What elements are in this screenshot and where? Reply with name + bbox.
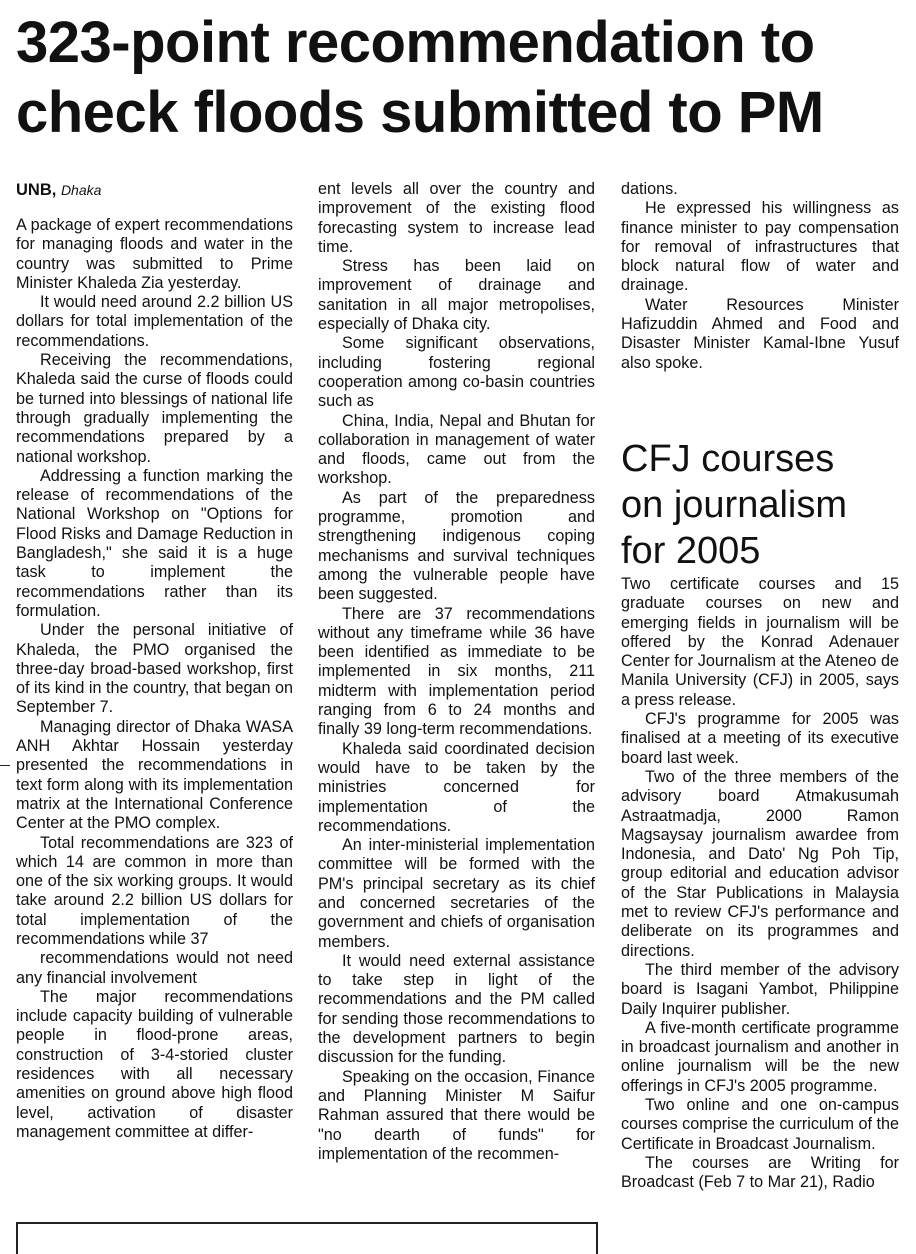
paragraph: Stress has been laid on improvement of drainage and sanitation in all major metropolises, especially of Dhaka city. xyxy=(318,257,595,334)
headline-line-1: 323-point recommendation to xyxy=(16,10,815,75)
paragraph: He expressed his willingness as finance minister to pay compensation for removal of infrastructures that block natural flow of water and drainage. xyxy=(621,199,899,295)
paragraph: The major recommendations include capacity building of vulnerable people in flood-prone areas, construction of 3-4-storied cluster residences with all necessary amenities on ground above high flood level, activation of disaster management committee at differ- xyxy=(16,987,293,1141)
paragraph: Speaking on the occasion, Finance and Planning Minister M Saifur Rahman assured that there would be "no dearth of funds" for implementation of the recommen- xyxy=(318,1067,595,1163)
paragraph: A package of expert recommendations for managing floods and water in the country was submitted to Prime Minister Khaleda Zia yesterday. xyxy=(16,216,293,292)
paragraph: Some significant observations, including fostering regional cooperation among co-basin countries such as xyxy=(318,334,595,411)
paragraph: Two online and one on-campus courses comprise the curriculum of the Certificate in Broadcast Journalism. xyxy=(621,1096,899,1153)
paragraph: It would need external assistance to take step in light of the recommendations and the PM called for sending those recommendations to the development partners to begin discussion for the funding. xyxy=(318,951,595,1067)
paragraph: CFJ's programme for 2005 was finalised at a meeting of its executive board last week. xyxy=(621,710,899,767)
paragraph: China, India, Nepal and Bhutan for collaboration in management of water and floods, came out from the workshop. xyxy=(318,411,595,488)
paragraph: Under the personal initiative of Khaleda, the PMO organised the three-day broad-based workshop, first of its kind in the country, that began on September 7. xyxy=(16,621,293,717)
headline-line-2: check floods submitted to PM xyxy=(16,80,824,145)
paragraph: recommendations would not need any financial involvement xyxy=(16,949,293,987)
byline-agency: UNB, xyxy=(16,181,57,199)
paragraph: As part of the preparedness programme, promotion and strengthening indigenous coping mechanisms and survival techniques among the vulnerable people have been suggested. xyxy=(318,488,595,604)
sidebar-title-line-2: on journalism xyxy=(621,484,847,526)
paragraph: A five-month certificate programme in broadcast journalism and another in online journalism will be the new offerings in CFJ's 2005 programme. xyxy=(621,1018,899,1095)
paragraph: Two certificate courses and 15 graduate courses on new and emerging fields in journalism will be offered by the Konrad Adenauer Center for Journalism at the Ateneo de Manila University (CFJ) in 2005, says a press release. xyxy=(621,575,899,709)
paragraph: Addressing a function marking the release of recommendations of the National Workshop on "Options for Flood Risks and Damage Reduction in Bangladesh," she said it is a huge task to implement the recommendations rather than its formulation. xyxy=(16,466,293,620)
paragraph: The courses are Writing for Broadcast (Feb 7 to Mar 21), Radio xyxy=(621,1153,899,1192)
paragraph: There are 37 recommendations without any timeframe while 36 have been identified as immediate to be implemented in six months, 211 midterm with implementation period ranging from 6 to 24 months and finally 39 long-term recommendations. xyxy=(318,604,595,739)
paragraph: Managing director of Dhaka WASA ANH Akhtar Hossain yesterday presented the recommendations in text form along with its implementation matrix at the International Conference Center at the PMO complex. xyxy=(16,717,293,833)
sidebar-story-body xyxy=(621,575,899,1193)
paragraph: Khaleda said coordinated decision would have to be taken by the ministries concerned for implementation of the recommendations. xyxy=(318,739,595,835)
paragraph: Two of the three members of the advisory board Atmakusumah Astraatmadja, 2000 Ramon Magsaysay journalism awardee from Indonesia, and Dato' Ng Poh Tip, group editorial and education advisor of the Star Publications in Malaysia met to review CFJ's performance and deliberate on its programmes and directions. xyxy=(621,767,899,960)
paragraph: An inter-ministerial implementation committee will be formed with the PM's principal secretary as its chief and concerned secretaries of the government and chiefs of organisation members. xyxy=(318,836,595,951)
paragraph: It would need around 2.2 billion US dollars for total implementation of the recommendations. xyxy=(16,293,293,350)
paragraph: dations. xyxy=(621,180,678,198)
paragraph: Water Resources Minister Hafizuddin Ahmed and Food and Disaster Minister Kamal-Ibne Yusuf also spoke. xyxy=(621,295,899,372)
article-column-1 xyxy=(16,180,293,1142)
paragraph: Receiving the recommendations, Khaleda said the curse of floods could be turned into blessings of national life through gradually implementing the recommendations prepared by a national workshop. xyxy=(16,351,293,466)
margin-tick xyxy=(0,765,10,766)
headline xyxy=(16,8,906,148)
article-column-3 xyxy=(621,180,899,373)
sidebar-title-line-1: CFJ courses xyxy=(621,438,835,480)
byline-place: Dhaka xyxy=(60,182,102,198)
sidebar-title-line-3: for 2005 xyxy=(621,530,761,572)
paragraph: ent levels all over the country and improvement of the existing flood forecasting system to increase lead time. xyxy=(318,180,595,256)
article-column-2 xyxy=(318,180,595,1164)
sidebar-story-title xyxy=(621,436,847,574)
bottom-box-frame xyxy=(16,1222,598,1254)
paragraph: Total recommendations are 323 of which 14 are common in more than one of the six working groups. It would take around 2.2 billion US dollars for total implementation of the recommendations while 37 xyxy=(16,833,293,948)
paragraph: The third member of the advisory board is Isagani Yambot, Philippine Daily Inquirer publisher. xyxy=(621,960,899,1018)
